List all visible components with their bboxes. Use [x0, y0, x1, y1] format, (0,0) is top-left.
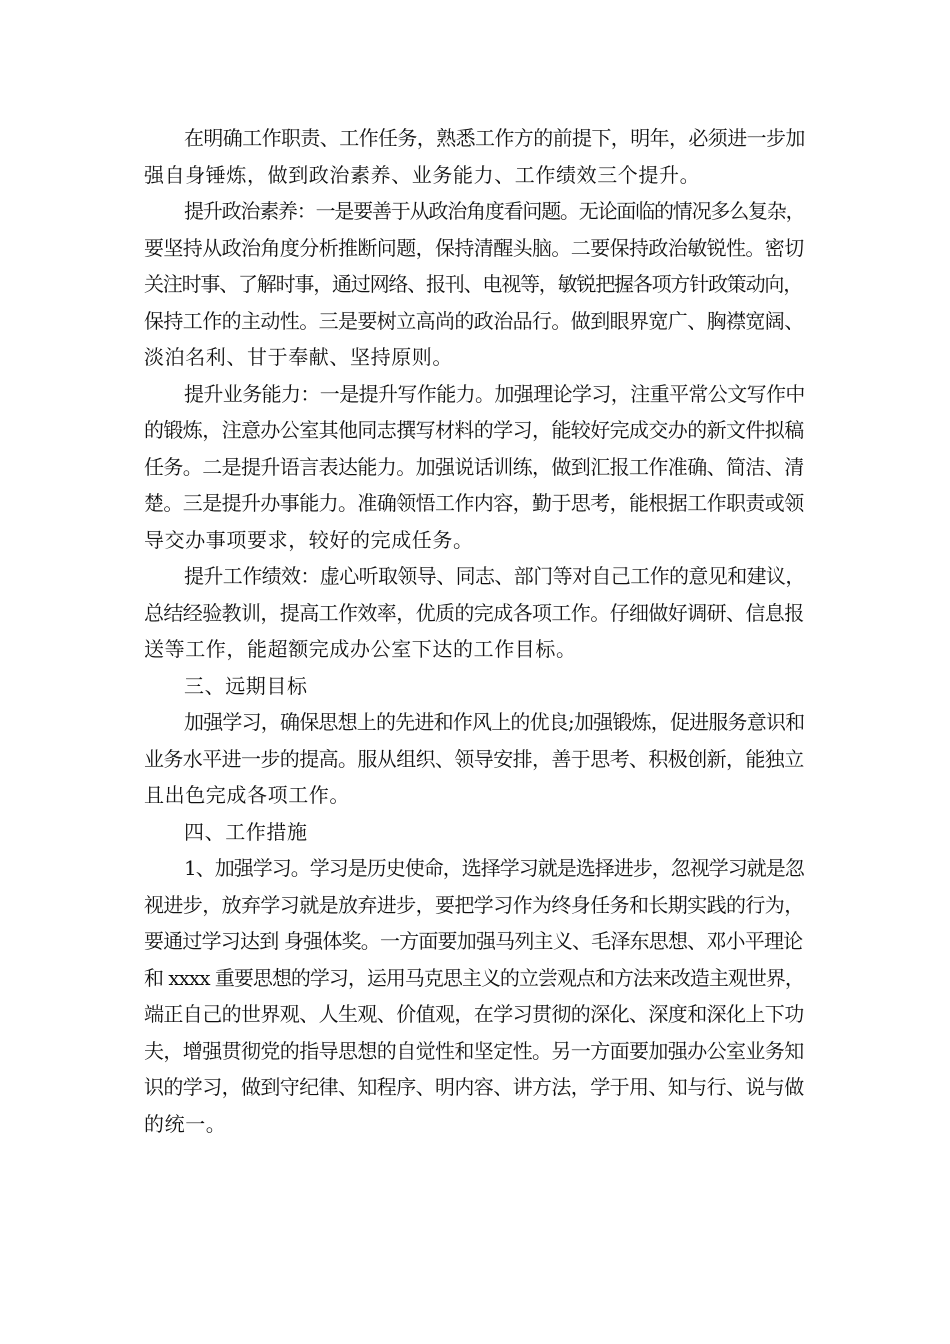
- text-line: 业务水平进一步的提高。服从组织、领导安排，善于思考、积极创新，能独立: [144, 746, 804, 771]
- text-line: 送等工作，能超额完成办公室下达的工作目标。: [144, 637, 577, 661]
- text-line: 端正自己的世界观、人生观、价值观，在学习贯彻的深化、深度和深化上下功: [144, 1002, 804, 1026]
- text-line: 夫，增强贯彻党的指导思想的自觉性和坚定性。另一方面要加强办公室业务知: [144, 1038, 804, 1063]
- section-heading: 四、工作措施: [184, 819, 308, 844]
- text-line: 的锻炼，注意办公室其他同志撰写材料的学习，能较好完成交办的新文件拟稿: [144, 418, 804, 442]
- document-body: [144, 120, 808, 1142]
- text-line: 加强学习，确保思想上的先进和作风上的优良;加强锻炼，促进服务意识和: [184, 710, 805, 734]
- text-line: 楚。三是提升办事能力。准确领悟工作内容，勤于思考，能根据工作职责或领: [144, 491, 804, 515]
- text-line: 提升政治素养：一是要善于从政治角度看问题。无论面临的情况多么复杂，: [184, 199, 805, 223]
- text-line: 关注时事、了解时事，通过网络、报刊、电视等，敏锐把握各项方针政策动向，: [144, 272, 802, 296]
- text-line: 强自身锤炼，做到政治素养、业务能力、工作绩效三个提升。: [144, 162, 701, 187]
- text-line: 保持工作的主动性。三是要树立高尚的政治品行。做到眼界宽广、胸襟宽阔、: [144, 308, 804, 333]
- text-line: 总结经验教训，提高工作效率，优质的完成各项工作。仔细做好调研、信息报: [144, 600, 804, 625]
- text-line: 要坚持从政治角度分析推断问题，保持清醒头脑。二要保持政治敏锐性。密切: [144, 235, 804, 260]
- text-line: 提升业务能力：一是提升写作能力。加强理论学习，注重平常公文写作中: [184, 381, 805, 406]
- text-line: 提升工作绩效：虚心听取领导、同志、部门等对自己工作的意见和建议，: [184, 564, 805, 588]
- text-line: 识的学习，做到守纪律、知程序、明内容、讲方法，学于用、知与行、说与做: [144, 1075, 804, 1099]
- text-line: 和 xxxx 重要思想的学习，运用马克思主义的立尝观点和方法来改造主观世界，: [144, 965, 804, 990]
- text-line: 1、加强学习。学习是历史使命，选择学习就是选择进步，忽视学习就是忽: [184, 856, 804, 880]
- text-line: 在明确工作职责、工作任务，熟悉工作方的前提下，明年，必须进一步加: [184, 126, 805, 150]
- section-heading: 三、远期目标: [184, 673, 308, 698]
- text-line: 的统一。: [144, 1111, 227, 1136]
- text-line: 要通过学习达到 身强体奖。一方面要加强马列主义、毛泽东思想、邓小平理论: [144, 929, 803, 953]
- text-line: 且出色完成各项工作。: [144, 783, 350, 807]
- text-line: 任务。二是提升语言表达能力。加强说话训练，做到汇报工作准确、简洁、清: [144, 454, 804, 479]
- text-line: 淡泊名利、甘于奉献、坚持原则。: [144, 345, 453, 369]
- text-line: 导交办事项要求，较好的完成任务。: [144, 527, 474, 552]
- text-line: 视进步，放弃学习就是放弃进步，要把学习作为终身任务和长期实践的行为，: [144, 892, 804, 917]
